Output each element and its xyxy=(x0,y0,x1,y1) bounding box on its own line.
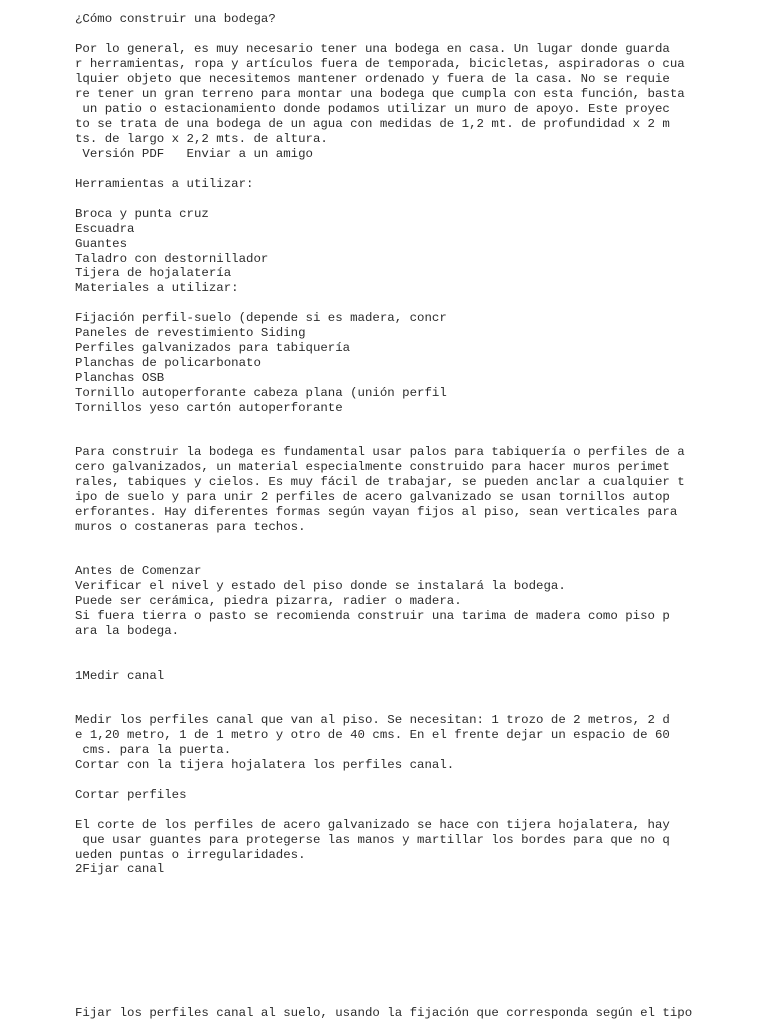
body-line: Si fuera tierra o pasto se recomienda construir una tarima de madera como piso p xyxy=(75,609,670,623)
intro-line: lquier objeto que necesitemos mantener ordenado y fuera de la casa. No se requie xyxy=(75,72,670,86)
tool-item: Tijera de hojalatería xyxy=(75,266,232,280)
material-item: Fijación perfil-suelo (depende si es madera, concr xyxy=(75,311,447,325)
cut-profiles-heading: Cortar perfiles xyxy=(75,788,187,802)
body-line: Medir los perfiles canal que van al piso. Se necesitan: 1 trozo de 2 metros, 2 d xyxy=(75,713,670,727)
step-1-heading: 1Medir canal xyxy=(75,669,165,683)
body-line: El corte de los perfiles de acero galvanizado se hace con tijera hojalatera, hay xyxy=(75,818,670,832)
body-line: que usar guantes para protegerse las manos y martillar los bordes para que no q xyxy=(75,833,670,847)
materials-heading: Materiales a utilizar: xyxy=(75,281,239,295)
intro-line: un patio o estacionamiento donde podamos utilizar un muro de apoyo. Este proyec xyxy=(75,102,670,116)
body-line: Para construir la bodega es fundamental usar palos para tabiquería o perfiles de a xyxy=(75,445,685,459)
material-item: Tornillos yeso cartón autoperforante xyxy=(75,401,343,415)
body-line: ipo de suelo y para unir 2 perfiles de acero galvanizado se usan tornillos autop xyxy=(75,490,670,504)
body-line: Puede ser cerámica, piedra pizarra, radier o madera. xyxy=(75,594,462,608)
body-line: muros o costaneras para techos. xyxy=(75,520,306,534)
intro-line: re tener un gran terreno para montar una bodega que cumpla con esta función, basta xyxy=(75,87,685,101)
intro-line: to se trata de una bodega de un agua con medidas de 1,2 mt. de profundidad x 2 m xyxy=(75,117,670,131)
material-item: Paneles de revestimiento Siding xyxy=(75,326,306,340)
body-line: rales, tabiques y cielos. Es muy fácil de trabajar, se pueden anclar a cualquier t xyxy=(75,475,685,489)
body-line: cms. para la puerta. xyxy=(75,743,232,757)
step-2-heading: 2Fijar canal xyxy=(75,862,165,876)
material-item: Perfiles galvanizados para tabiquería xyxy=(75,341,351,355)
body-line: Fijar los perfiles canal al suelo, usando la fijación que corresponda según el tipo xyxy=(75,1006,693,1020)
body-line: cero galvanizados, un material especialmente construido para hacer muros perimet xyxy=(75,460,670,474)
body-line: erforantes. Hay diferentes formas según vayan fijos al piso, sean verticales para xyxy=(75,505,678,519)
intro-line: ts. de largo x 2,2 mts. de altura. xyxy=(75,132,328,146)
document-title: ¿Cómo construir una bodega? xyxy=(75,12,276,26)
tool-item: Escuadra xyxy=(75,222,135,236)
material-item: Tornillo autoperforante cabeza plana (unión perfil xyxy=(75,386,447,400)
tool-item: Broca y punta cruz xyxy=(75,207,209,221)
body-line: e 1,20 metro, 1 de 1 metro y otro de 40 cms. En el frente dejar un espacio de 60 xyxy=(75,728,670,742)
pdf-share-links: Versión PDF Enviar a un amigo xyxy=(75,147,313,161)
body-line: Verificar el nivel y estado del piso donde se instalará la bodega. xyxy=(75,579,566,593)
before-start-heading: Antes de Comenzar xyxy=(75,564,202,578)
tool-item: Guantes xyxy=(75,237,128,251)
material-item: Planchas OSB xyxy=(75,371,165,385)
tool-item: Taladro con destornillador xyxy=(75,252,269,266)
material-item: Planchas de policarbonato xyxy=(75,356,261,370)
body-line: ueden puntas o irregularidades. xyxy=(75,848,306,862)
intro-line: r herramientas, ropa y artículos fuera de temporada, bicicletas, aspiradoras o cua xyxy=(75,57,685,71)
body-line: ara la bodega. xyxy=(75,624,180,638)
intro-line: Por lo general, es muy necesario tener una bodega en casa. Un lugar donde guarda xyxy=(75,42,670,56)
body-line: Cortar con la tijera hojalatera los perfiles canal. xyxy=(75,758,455,772)
tools-heading: Herramientas a utilizar: xyxy=(75,177,254,191)
